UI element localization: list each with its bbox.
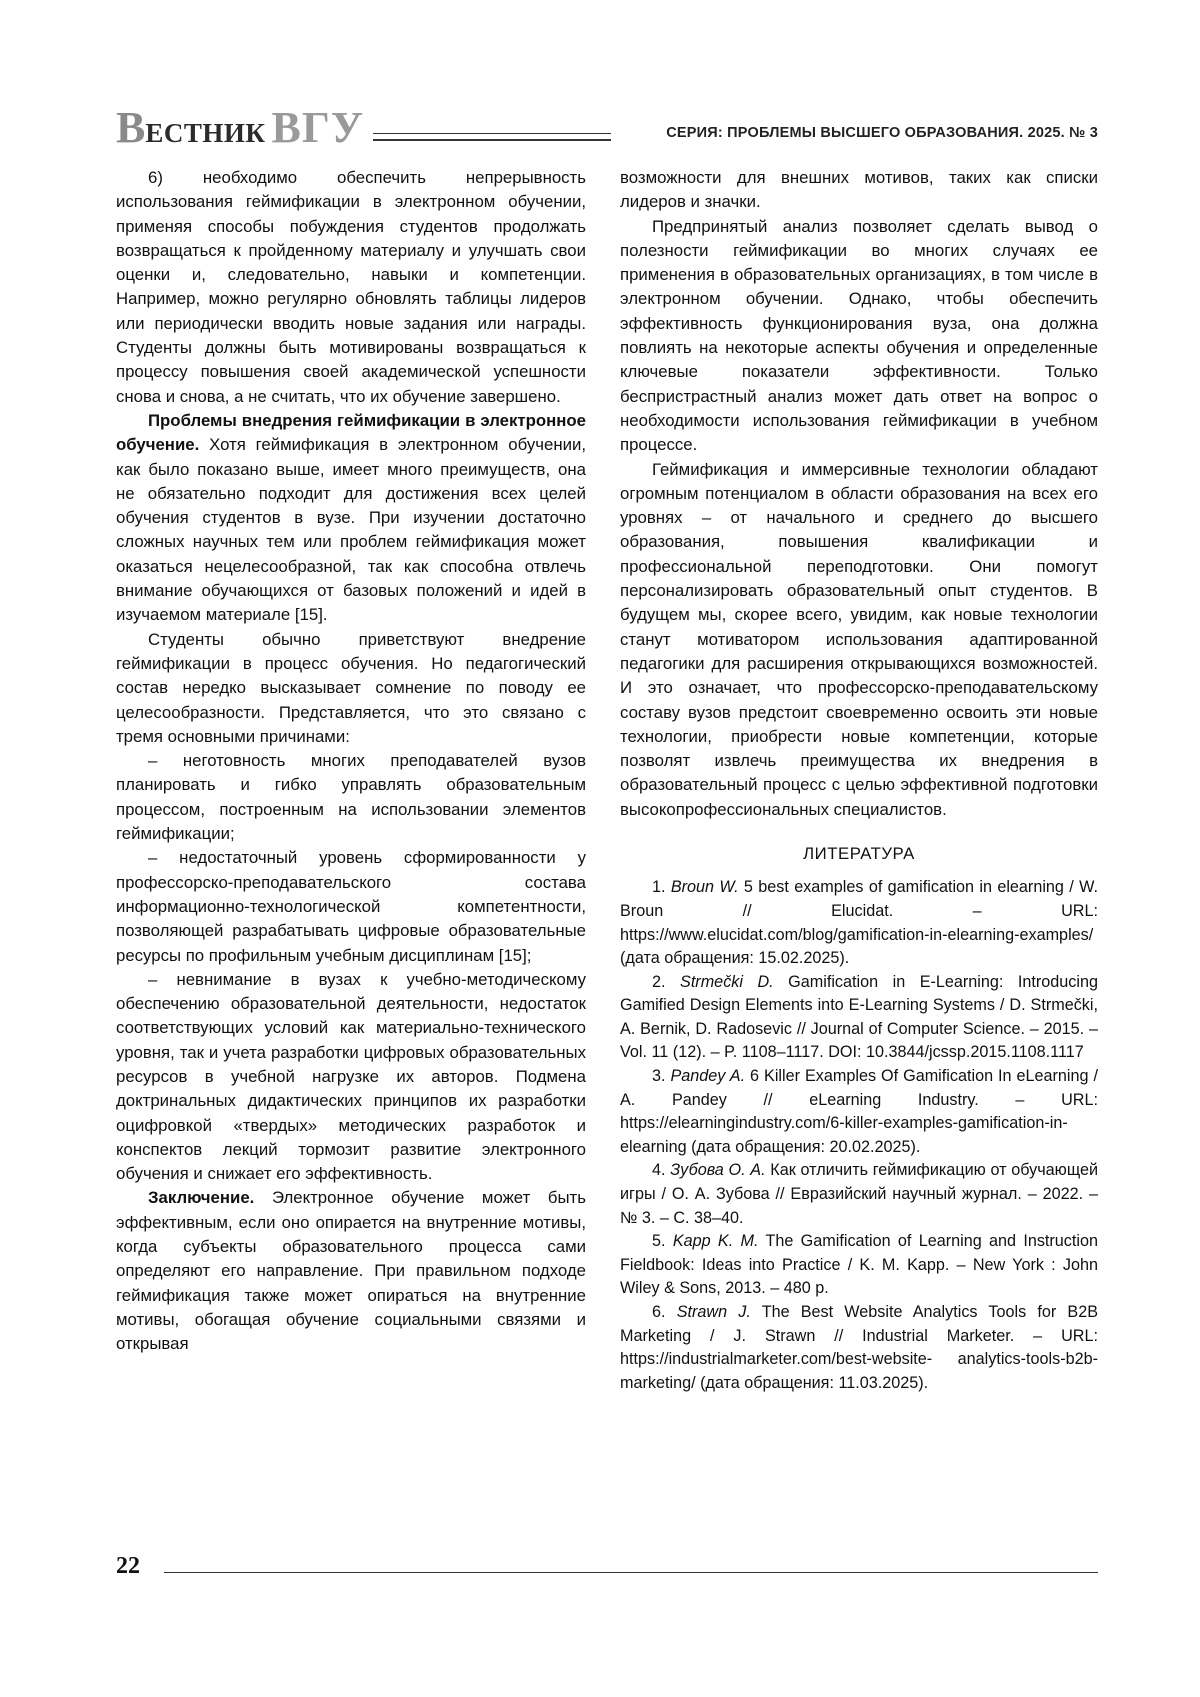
ref-text: Как отличить геймификацию от обучающей игры / О. А. Зубова // Евразийский научный журнал. – 2022. – № 3. – С. 38–40.: [620, 1161, 1099, 1227]
ref-number: 2.: [652, 972, 666, 991]
logo-word: ЕСТНИК: [145, 118, 266, 148]
ref-text: 6 Killer Examples Of Gamification In eLearning / A. Pandey // eLearning Industry. – URL: https://elearningindustry.com/6-killer-examples-gamification-in-elearning (дата обращения: 20.02.2025).: [620, 1067, 1099, 1156]
references-list: [620, 876, 1098, 1395]
ref-author: Pandey A.: [670, 1067, 746, 1086]
page-header: [116, 103, 1098, 152]
references-title: ЛИТЕРАТУРА: [803, 844, 915, 864]
right-column: [620, 166, 1098, 1395]
ref-number: 5.: [652, 1232, 666, 1251]
ref-number: 3.: [652, 1067, 666, 1086]
ref-number: 4.: [652, 1161, 666, 1180]
reference-item: [620, 1159, 1098, 1230]
ref-author: Strmečki D.: [680, 972, 774, 991]
ref-text: The Best Website Analytics Tools for B2B Marketing / J. Strawn // Industrial Marketer. – URL: https://industrialmarketer.com/best-website- analytics-tools-b2b-marketing/ (дата обращения: 11.03.2025).: [620, 1303, 1098, 1392]
reference-item: [620, 971, 1098, 1065]
paragraph-problems: [116, 409, 586, 628]
logo-first-letter: В: [116, 103, 146, 152]
ref-number: 6.: [652, 1303, 666, 1321]
journal-logo: [116, 103, 365, 152]
ref-number: 1.: [652, 878, 666, 897]
reference-item: [620, 1065, 1098, 1159]
header-rule: [373, 133, 611, 141]
ref-text: Gamification in E-Learning: Introducing Gamified Design Elements into E-Learning Systems / D. Strmečki, A. Bernik, D. Radosevic // Journal of Computer Science. – 2015. – Vol. 11 (12). – P. 1108–1117. DOI: 10.3844/jcssp.2015.1108.1117: [620, 972, 1098, 1062]
paragraph: Предпринятый анализ позволяет сделать вывод о полезности геймификации во многих случаях ее применения в образовательных организациях, в том числе в электронном обучении. Однако, чтобы обеспечить эффективность функционирования вуза, она должна повлиять на некоторые аспекты обучения и определенные ключевые показатели эффективности. Только беспристрастный анализ может дать ответ на вопрос о необходимости использования геймификации в учебном процессе.: [620, 216, 1098, 455]
section-heading-problems: Проблемы внедрения геймификации в электронное обучение.: [116, 410, 586, 455]
series-title: СЕРИЯ: ПРОБЛЕМЫ ВЫСШЕГО ОБРАЗОВАНИЯ. 2025. № 3: [666, 125, 1098, 141]
left-column: [116, 166, 586, 1357]
paragraph: Студенты обычно приветствуют внедрение геймификации в процесс обучения. Но педагогический состав нередко высказывает сомнение по поводу ее целесообразности. Представляется, что это связано с тремя основными причинами:: [116, 629, 586, 746]
footer-rule: [164, 1572, 1098, 1573]
ref-text: 5 best examples of gamification in elearning / W. Broun // Elucidat. – URL: https://www.elucidat.com/blog/gamification-in-elearning-examples/ (дата обращения: 15.02.2025).: [620, 878, 1098, 968]
list-item: – недостаточный уровень сформированности у профессорско-преподавательского состава информационно-технологической компетентности, позволяющей разрабатывать цифровые образовательные ресурсы по профильным учебным дисциплинам [15];: [116, 848, 586, 965]
paragraph: 6) необходимо обеспечить непрерывность использования геймификации в электронном обучении, применяя способы побуждения студентов продолжать возвращаться к пройденному материалу и улучшать свои оценки и, следовательно, навыки и компетенции. Например, можно регулярно обновлять таблицы лидеров или периодически вводить новые задания или награды. Студенты должны быть мотивированы возвращаться к процессу повышения своей академической успешности снова и снова, а не считать, что их обучение завершено.: [116, 168, 586, 406]
paragraph-continued: возможности для внешних мотивов, таких как списки лидеров и значки.: [620, 168, 1098, 212]
list-item: – неготовность многих преподавателей вузов планировать и гибко управлять образовательным процессом, построенным на использовании элементов геймификации;: [116, 751, 586, 844]
paragraph-text: Хотя геймификация в электронном обучении, как было показано выше, имеет много преимуществ, она не обязательно подходит для достижения всех целей обучения студентов в вузе. При изучении достаточно сложных научных тем или проблем геймификация может оказаться нецелесообразной, так как способна отвлечь внимание обучающихся от базовых положений и идей в изучаемом материале [15].: [116, 435, 586, 625]
ref-author: Kapp K. M.: [672, 1232, 759, 1251]
ref-author: Strawn J.: [676, 1303, 751, 1321]
paragraph-text: Электронное обучение может быть эффективным, если оно опирается на внутренние мотивы, когда субъекты образовательного процесса сами определяют его направление. При правильном подходе геймификация также может опираться на внутренние мотивы, обогащая обучение социальными связями и открывая: [116, 1188, 586, 1354]
page-number: 22: [116, 1553, 140, 1579]
paragraph-conclusion: [116, 1186, 586, 1356]
page-footer: [116, 1553, 1098, 1583]
logo-vgu: ВГУ: [271, 103, 365, 152]
reference-item: [620, 876, 1098, 970]
reference-item: [620, 1301, 1098, 1395]
paragraph: Геймификация и иммерсивные технологии обладают огромным потенциалом в области образования на всех его уровнях – от начального и среднего до высшего образования, повышения квалификации и профессиональной переподготовки. Они помогут персонализировать образовательный опыт студентов. В будущем мы, скорее всего, увидим, как новые технологии станут мотиватором использования адаптированной педагогики для расширения открывающихся возможностей. И это означает, что профессорско-преподавательскому составу вузов предстоит своевременно освоить эти новые технологии, приобрести новые компетенции, которые позволят извлечь преимущества их внедрения в образовательный процесс с целью эффективной подготовки высокопрофессиональных специалистов.: [620, 459, 1098, 819]
list-item: – невнимание в вузах к учебно-методическому обеспечению образовательной деятельности, недостаток соответствующих условий как материально-технического уровня, так и учета разработки цифровых образовательных ресурсов в учебной нагрузке их авторов. Подмена доктринальных дидактических принципов их разработки оцифровкой «твердых» методических разработок и конспектов лекций тормозит развитие электронного обучения и снижает его эффективность.: [116, 969, 586, 1184]
section-heading-conclusion: Заключение.: [148, 1188, 255, 1208]
reference-item: [620, 1230, 1098, 1301]
ref-author: Broun W.: [670, 878, 739, 897]
ref-text: The Gamification of Learning and Instruction Fieldbook: Ideas into Practice / K. M. Kapp. – New York : John Wiley & Sons, 2013. – 480 p.: [620, 1232, 1098, 1298]
ref-author: Зубова О. А.: [670, 1161, 766, 1180]
